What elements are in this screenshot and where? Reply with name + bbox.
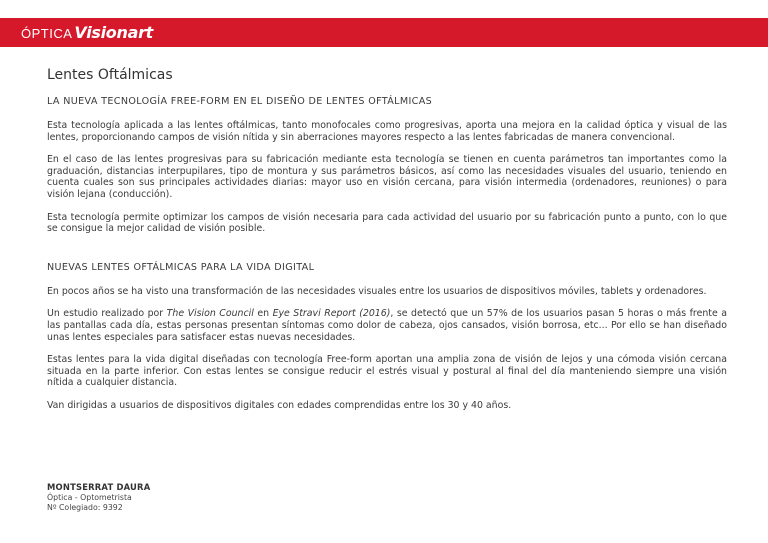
author-signature (47, 482, 150, 513)
paragraph: En pocos años se ha visto una transformación de las necesidades visuales entre los usuarios de dispositivos móviles, tablets y ordenadores. (47, 285, 707, 297)
author-role: Óptica - Optometrista (47, 493, 132, 502)
source-name: The Vision Council (166, 308, 254, 320)
paragraph-text: en (253, 308, 273, 320)
page-title: Lentes Oftálmicas (47, 67, 173, 83)
brand-header-bar (0, 18, 768, 47)
paragraph: Estas lentes para la vida digital diseñadas con tecnología Free-form aportan una amplia zona de visión de lejos y una cómoda visión cercana situada en la parte inferior. Con estas lentes se consigue reducir el estrés visual y postural al final del día manteniendo siempre una visión nítida a cualquier distancia. (47, 354, 727, 389)
brand-name: Visionart (74, 23, 154, 42)
article-body (47, 66, 727, 423)
brand-logo[interactable] (21, 23, 153, 42)
paragraph: Esta tecnología aplicada a las lentes oftálmicas, tanto monofocales como progresivas, aporta una mejora en la calidad óptica y visual de las lentes, proporcionando campos de visión nítida y sin aberraciones mayores respecto a las lentes fabricadas de manera convencional. (47, 120, 727, 143)
paragraph-text: Un estudio realizado por (47, 308, 167, 320)
brand-prefix: ÓPTICA (21, 26, 73, 41)
source-report: Eye Stravi Report (2016) (272, 308, 391, 320)
section-spacer (47, 246, 727, 262)
section-heading-freeform: LA NUEVA TECNOLOGÍA FREE-FORM EN EL DISEÑO DE LENTES OFTÁLMICAS (47, 96, 433, 107)
paragraph: Van dirigidas a usuarios de dispositivos digitales con edades comprendidas entre los 30 y 40 años. (47, 399, 512, 411)
author-name: MONTSERRAT DAURA (47, 482, 151, 492)
paragraph: Esta tecnología permite optimizar los campos de visión necesaria para cada actividad del usuario por su fabricación punto a punto, con lo que se consigue la mejor calidad de visión posible. (47, 211, 727, 235)
paragraph-text: , se detectó que un 57% de los usuarios pasan 5 horas o más frente a las pantallas cada día, estas personas presentan síntomas como dolor de cabeza, ojos cansados, visión borrosa, etc... Por ello se han diseñado unas lentes especiales para satisfacer estas nuevas necesidades. (47, 308, 727, 343)
section-heading-digital: NUEVAS LENTES OFTÁLMICAS PARA LA VIDA DIGITAL (47, 261, 315, 273)
paragraph-study (47, 308, 727, 343)
paragraph: En el caso de las lentes progresivas para su fabricación mediante esta tecnología se tienen en cuenta parámetros tan importantes como la graduación, distancias interpupilares, tipo de montura y sus parámetros básicos, así como las necesidades visuales del usuario, teniendo en cuenta cuales son sus principales actividades diarias: mayor uso en visión cercana, para visión intermedia (ordenadores, reuniones) o para visión lejana (conducción). (47, 154, 727, 200)
author-license: Nº Colegiado: 9392 (47, 503, 123, 512)
